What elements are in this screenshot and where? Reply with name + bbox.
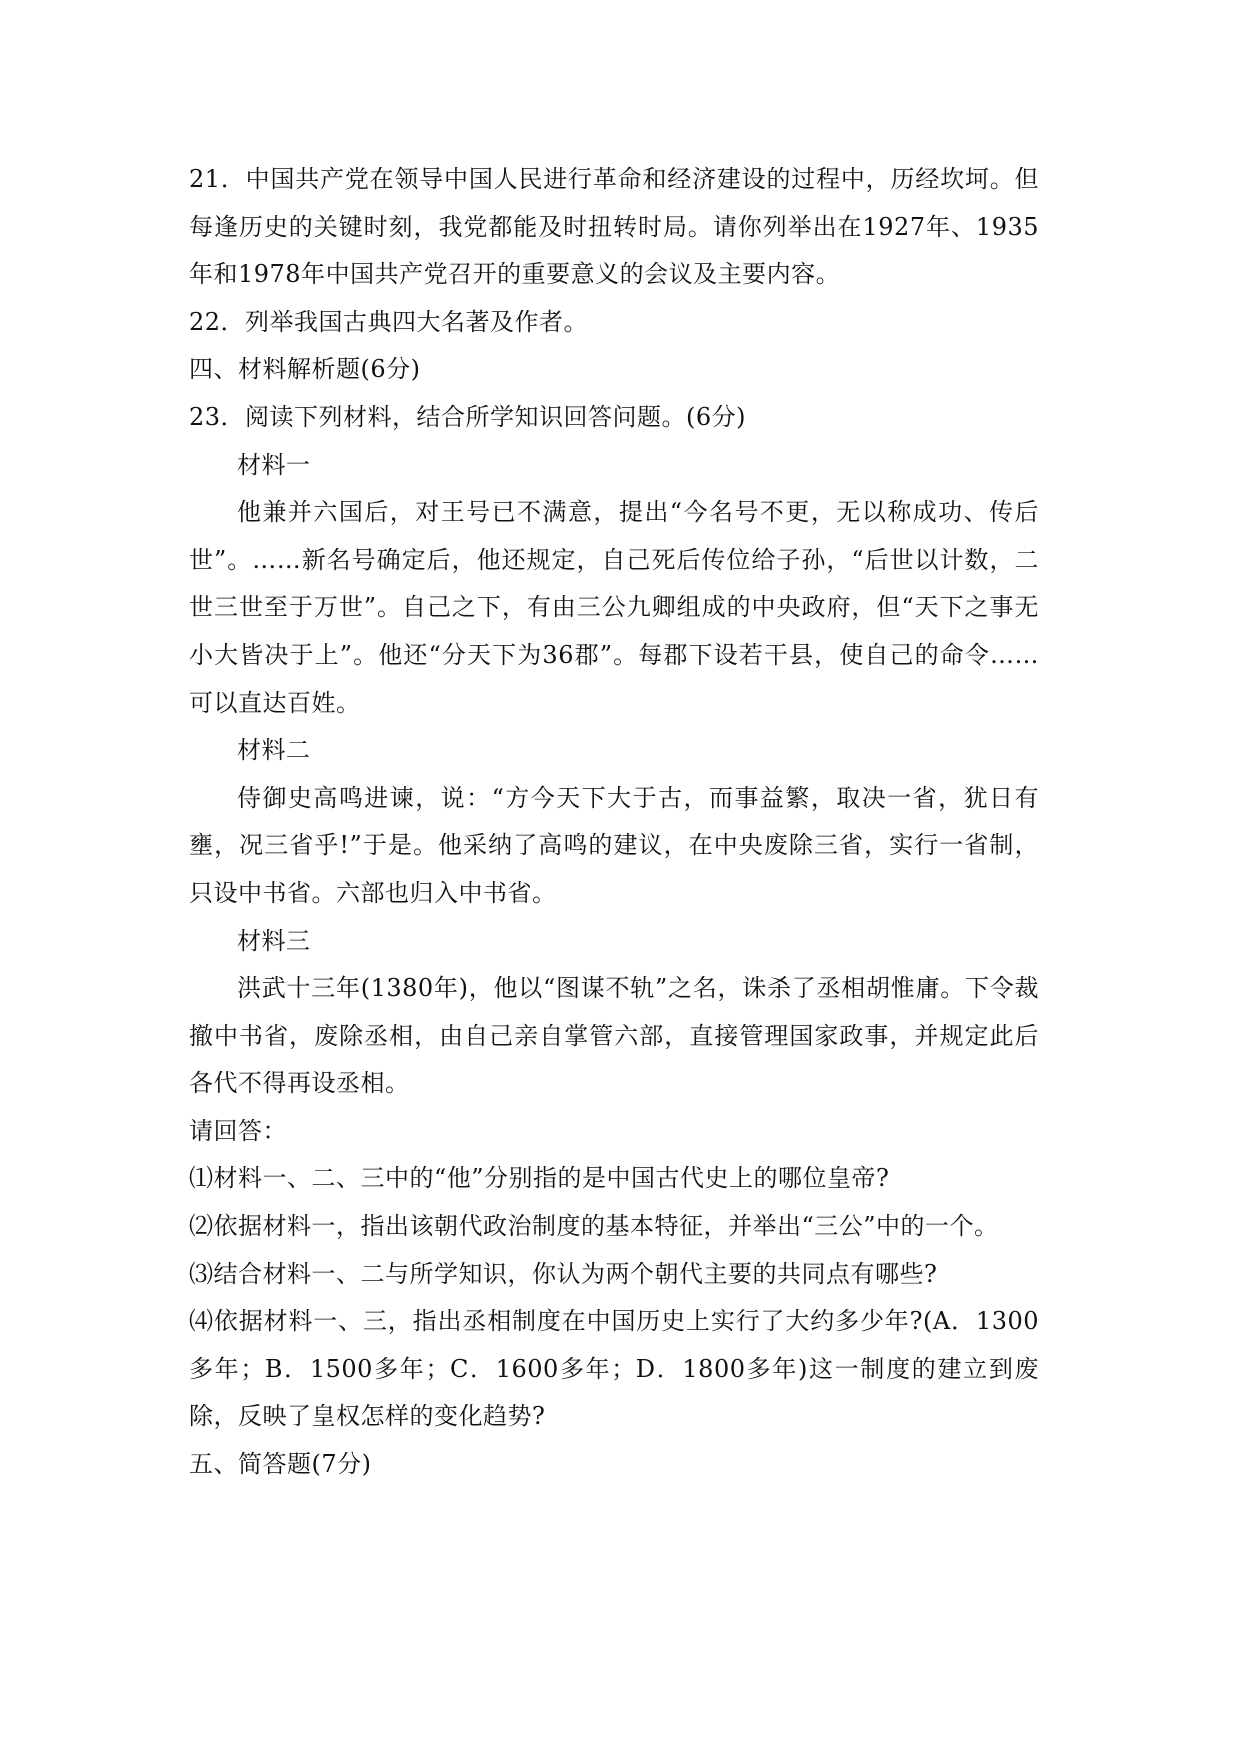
sub-question-3: ⑶结合材料一、二与所学知识，你认为两个朝代主要的共同点有哪些? <box>189 1259 938 1288</box>
section-5-title: 五、简答题(7分) <box>189 1450 372 1479</box>
material-1-text: 他兼并六国后，对王号已不满意，提出“今名号不更，无以称成功、传后世”。……新名号确定后，他还规定，自己死后传位给子孙，“后世以计数，二世三世至于万世”。自己之下，有由三公九卿组成的中央政府，但“天下之事无小大皆决于上”。他还“分天下为36郡”。每郡下设若干县，使自己的命令……可以直达百姓。 <box>189 498 1039 717</box>
material-2-label: 材料二 <box>237 736 311 765</box>
material-3-label: 材料三 <box>237 926 311 955</box>
question-22: 22．列举我国古典四大名著及作者。 <box>189 307 589 336</box>
section-4-title: 四、材料解析题(6分) <box>189 355 421 384</box>
material-1-label: 材料一 <box>237 450 311 479</box>
material-2-text: 侍御史高鸣进谏，说：“方今天下大于古，而事益繁，取决一省，犹日有壅，况三省乎!”于是。他采纳了高鸣的建议，在中央废除三省，实行一省制，只设中书省。六部也归入中书省。 <box>189 783 1039 907</box>
sub-question-1: ⑴材料一、二、三中的“他”分别指的是中国古代史上的哪位皇帝? <box>189 1164 890 1193</box>
question-23-prompt: 23．阅读下列材料，结合所学知识回答问题。(6分) <box>189 402 747 431</box>
material-3-text: 洪武十三年(1380年)，他以“图谋不轨”之名，诛杀了丞相胡惟庸。下令裁撤中书省，废除丞相，由自己亲自掌管六部，直接管理国家政事，并规定此后各代不得再设丞相。 <box>189 974 1039 1098</box>
sub-question-2: ⑵依据材料一，指出该朝代政治制度的基本特征，并举出“三公”中的一个。 <box>189 1212 999 1241</box>
sub-question-4: ⑷依据材料一、三，指出丞相制度在中国历史上实行了大约多少年?(A．1300多年；B．1500多年；C．1600多年；D．1800多年)这一制度的建立到废除，反映了皇权怎样的变化趋势? <box>189 1307 1039 1431</box>
answer-label: 请回答： <box>189 1116 287 1145</box>
document-content <box>189 156 1039 1489</box>
question-21: 21．中国共产党在领导中国人民进行革命和经济建设的过程中，历经坎坷。但每逢历史的关键时刻，我党都能及时扭转时局。请你列举出在1927年、1935年和1978年中国共产党召开的重要意义的会议及主要内容。 <box>189 165 1039 289</box>
